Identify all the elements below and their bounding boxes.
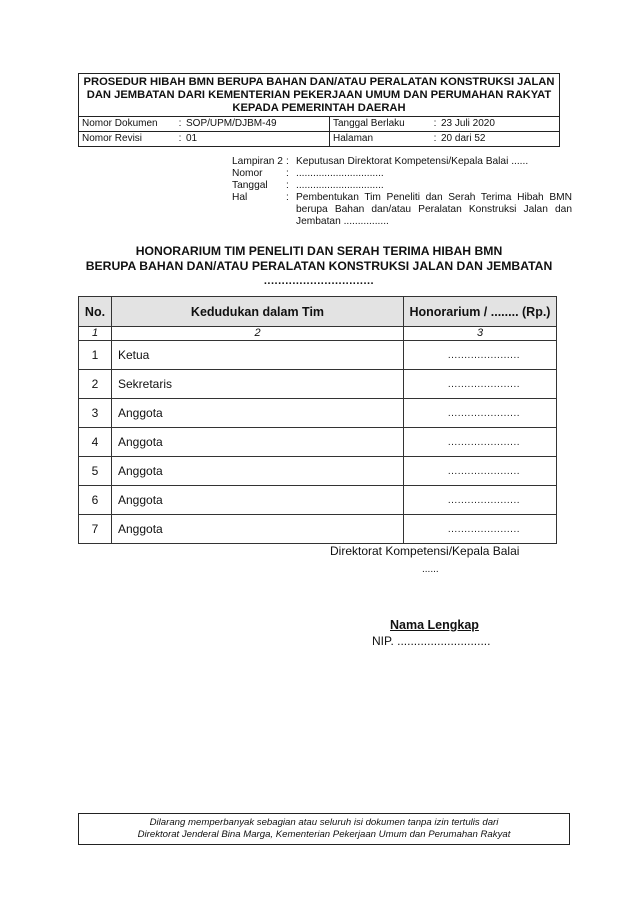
table-row: 6 Anggota ......................	[79, 486, 557, 515]
footer-line-1: Dilarang memperbanyak sebagian atau seluruh isi dokumen tanpa izin tertulis dari	[149, 817, 499, 828]
table-row: 4 Anggota ......................	[79, 428, 557, 457]
hal-value: Pembentukan Tim Peneliti dan Serah Terima Hibah BMN berupa Bahan dan/atau Peralatan Konstruksi Jalan dan Jembatan ................	[296, 192, 572, 227]
tanggal-berlaku-value: 23 Juli 2020	[441, 118, 495, 129]
header-row-1: Nomor Dokumen : SOP/UPM/DJBM-49 Tanggal Berlaku : 23 Juli 2020	[79, 117, 559, 131]
tanggal-berlaku-label: Tanggal Berlaku	[333, 118, 405, 129]
header-kedudukan: Kedudukan dalam Tim	[112, 297, 404, 327]
signature-nip: NIP. ............................	[372, 634, 491, 648]
header-no: No.	[79, 297, 112, 327]
nomor-label: Nomor	[232, 168, 263, 179]
table-row: 3 Anggota ......................	[79, 399, 557, 428]
table-row: 5 Anggota ......................	[79, 457, 557, 486]
signature-department: Direktorat Kompetensi/Kepala Balai	[330, 544, 520, 558]
nomor-value: ...............................	[296, 168, 384, 179]
header-title: PROSEDUR HIBAH BMN BERUPA BAHAN DAN/ATAU PERALATAN KONSTRUKSI JALAN DAN JEMBATAN DARI KEMENTERIAN PEKERJAAN UMUM DAN PERUMAHAN RAKYAT KEPADA PEMERINTAH DAERAH	[79, 74, 559, 117]
table-row: 1 Ketua ......................	[79, 341, 557, 370]
honorarium-table	[78, 296, 557, 544]
nomor-dokumen-value: SOP/UPM/DJBM-49	[186, 118, 277, 129]
nomor-revisi-label: Nomor Revisi	[82, 133, 143, 144]
title-line-2: BERUPA BAHAN DAN/ATAU PERALATAN KONSTRUKSI JALAN DAN JEMBATAN	[85, 259, 553, 273]
tanggal-value: ...............................	[296, 180, 384, 191]
signature-name: Nama Lengkap	[390, 618, 479, 632]
lampiran-value: Keputusan Direktorat Kompetensi/Kepala Balai ......	[296, 156, 529, 167]
hal-label: Hal	[232, 192, 248, 203]
document-header	[78, 73, 560, 147]
footer-notice	[78, 813, 570, 845]
tanggal-label: Tanggal	[232, 180, 268, 191]
title-dots: ...............................	[263, 275, 375, 287]
table-row: 7 Anggota ......................	[79, 515, 557, 544]
halaman-label: Halaman	[333, 133, 374, 144]
document-title	[60, 244, 578, 289]
lampiran-block: Lampiran 2 : Keputusan Direktorat Kompetensi/Kepala Balai ...... Nomor : ............................... Tanggal : ............................... Hal : Pembentukan Tim Peneliti dan Serah Terima Hibah BMN berupa Bahan dan/atau Peralatan Konstruksi Jalan dan Jembatan ................	[232, 156, 572, 227]
halaman-value: 20 dari 52	[441, 133, 486, 144]
footer-line-2: Direktorat Jenderal Bina Marga, Kementerian Pekerjaan Umum dan Perumahan Rakyat	[137, 829, 511, 840]
signature-dots: ......	[422, 564, 439, 575]
table-row: 2 Sekretaris ......................	[79, 370, 557, 399]
table-header-row	[79, 297, 557, 327]
nomor-dokumen-label: Nomor Dokumen	[82, 118, 158, 129]
signature-block	[330, 544, 560, 648]
column-index-row: 1 2 3	[79, 327, 557, 341]
lampiran-label: Lampiran 2	[232, 156, 283, 167]
header-honorarium: Honorarium / ........ (Rp.)	[404, 297, 557, 327]
nomor-revisi-value: 01	[186, 133, 198, 144]
header-row-2: Nomor Revisi : 01 Halaman : 20 dari 52	[79, 131, 559, 146]
title-line-1: HONORARIUM TIM PENELITI DAN SERAH TERIMA HIBAH BMN	[135, 244, 503, 258]
